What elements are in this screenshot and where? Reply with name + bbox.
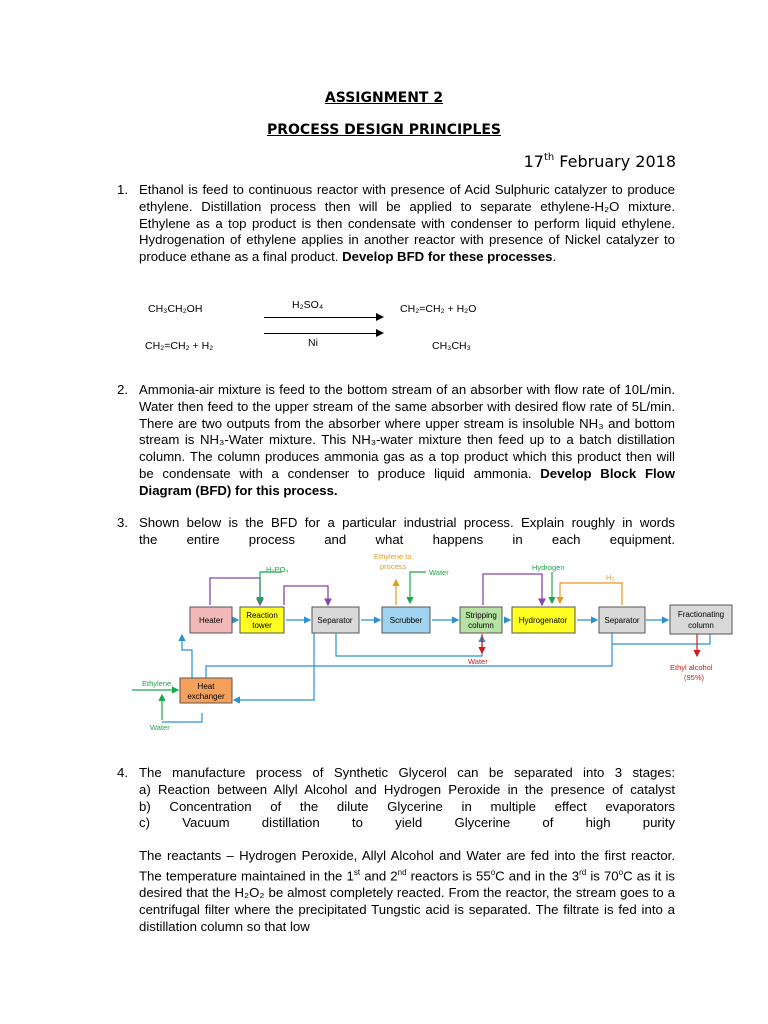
course-title: PROCESS DESIGN PRINCIPLES	[266, 122, 502, 138]
reaction-tower-label-2: tower	[252, 621, 272, 630]
question-3-line-2: the entire process and what happens in each equipment.	[139, 531, 675, 547]
question-text	[139, 515, 675, 549]
question-4-intro: The manufacture process of Synthetic Glycerol can be separated into 3 stages:	[139, 765, 675, 780]
question-number: 2.	[117, 382, 128, 397]
ethylene-in-label: Ethylene	[142, 679, 172, 688]
date-suffix: th	[543, 152, 555, 163]
hydrogenator-box	[512, 607, 575, 633]
water-top-label: Water	[429, 568, 449, 577]
reaction-recycle-line	[284, 586, 328, 605]
paragraph-gap	[139, 832, 675, 848]
reaction-1-reactant: CH₃CH₂OH	[148, 303, 203, 315]
heat-exchanger-outlet-line	[162, 713, 202, 722]
hydrogen-label: Hydrogen	[532, 563, 565, 572]
reaction-2-product: CH₃CH₃	[432, 340, 471, 352]
heat-exchanger-box	[180, 678, 232, 703]
question-1-task: Develop BFD for these processes	[342, 249, 553, 265]
separator-2-box	[599, 607, 645, 633]
water-in-label: Water	[150, 723, 170, 732]
assignment-date	[524, 152, 676, 171]
question-4-paragraph	[139, 848, 675, 935]
reaction-2-arrowhead	[376, 329, 384, 337]
ethylene-to-process-label-1: Ethylene to	[374, 552, 412, 561]
fractionating-column-label-1: Fractionating	[677, 610, 725, 619]
stage-c: c) Vacuum distillation to yield Glycerine of high purity	[139, 815, 675, 831]
reaction-1-arrowhead	[376, 313, 384, 321]
separator-2-label: Separator	[604, 616, 640, 625]
question-number: 1.	[117, 182, 128, 197]
stripping-column-box	[460, 607, 502, 633]
separator-1-box	[312, 607, 359, 633]
water-out-label: Water	[468, 657, 488, 666]
separator-1-label: Separator	[317, 616, 353, 625]
sup-degree-1: o	[490, 867, 496, 877]
question-2-text: Ammonia-air mixture is feed to the bottom stream of an absorber with flow rate of 10L/min. Water then feed to the upper stream of the same absorber with desired flow rate of 5L/min. There are two outputs from the absorber where upper stream is insoluble NH₃ and bottom stream is NH₃-Water mixture. This NH₃-water mixture then feed up to a batch distillation column. The column produces ammonia gas as a top product which this product then will be condensate with a condenser to produce liquid ammonia.	[139, 382, 675, 481]
block-flow-diagram	[132, 550, 736, 735]
scrubber-water-line	[410, 572, 426, 603]
fractionating-column-box	[670, 605, 732, 634]
stage-b: b) Concentration of the dilute Glycerine in multiple effect evaporators	[139, 798, 675, 814]
ethyl-alcohol-purity: (95%)	[684, 673, 705, 682]
reaction-tower-box	[240, 607, 284, 633]
date-day: 17	[523, 152, 544, 171]
hydrogenator-label: Hydrogenator	[518, 616, 568, 625]
question-1	[117, 182, 675, 266]
para-part-a: The reactants – Hydrogen Peroxide, Allyl Alcohol and Water are fed into the first reactor. The temperature maintained in the 1	[139, 848, 675, 884]
para-part-c: reactors is 55	[406, 868, 491, 884]
question-4	[117, 765, 675, 936]
question-1-text: Ethanol is feed to continuous reactor with presence of Acid Sulphuric catalyzer to produce ethylene. Distillation process then will be applied to separate ethylene-H₂O mixture. Ethylene as a top product is then condensate with condenser to perform liquid ethylene. Hydrogenation of ethylene applies in another reactor with presence of Nickel catalyzer to produce ethane as a final product.	[139, 182, 675, 265]
sup-st: st	[353, 867, 361, 877]
sup-degree-2: o	[618, 867, 624, 877]
stripping-column-label-1: Stripping	[465, 611, 497, 620]
scrubber-label: Scrubber	[389, 616, 423, 625]
date-rest: February 2018	[559, 152, 676, 171]
para-part-d: C and in the 3	[495, 868, 580, 884]
question-number: 4.	[117, 765, 128, 780]
heater-box	[190, 607, 232, 633]
question-text	[139, 765, 675, 936]
question-text	[139, 182, 675, 266]
question-text	[139, 382, 675, 500]
heat-exchanger-label-2: exchanger	[187, 692, 225, 701]
heat-exchanger-label-1: Heat	[197, 682, 215, 691]
question-2	[117, 382, 675, 500]
sup-nd: nd	[397, 867, 407, 877]
reaction-2-catalyst: Ni	[308, 337, 318, 349]
heater-label: Heater	[198, 616, 224, 625]
question-3-line-1: Shown below is the BFD for a particular industrial process. Explain roughly in words	[139, 515, 675, 530]
h2-label: H₂	[606, 573, 615, 582]
recycle-line	[206, 632, 710, 685]
para-part-f: C as it is desired that the H₂O₂ be almost completely reacted. From the reactor, the stream goes to a centrifugal filter where the precipitated Tungstic acid is separated. The filtrate is fed into a distillation column so that low	[139, 868, 675, 934]
heater-recycle-line	[210, 578, 260, 605]
ethyl-alcohol-label: Ethyl alcohol	[670, 663, 713, 672]
stripping-column-label-2: column	[468, 621, 494, 630]
ethylene-to-process-label-2: process	[380, 562, 407, 571]
question-2-task: Develop Block Flow Diagram (BFD) for this process.	[139, 465, 675, 498]
question-3	[117, 515, 675, 549]
reaction-tower-label-1: Reaction	[246, 611, 278, 620]
reaction-1-catalyst: H₂SO₄	[292, 299, 324, 311]
para-part-e: is 70	[586, 868, 619, 884]
h3po4-label: H₃PO₄	[266, 565, 289, 574]
question-number: 3.	[117, 515, 128, 530]
stripping-recycle-line	[483, 574, 542, 605]
h2-recycle-line	[560, 583, 622, 605]
scrubber-box	[382, 607, 430, 633]
question-1-end: .	[552, 249, 557, 265]
reaction-2-reactants: CH₂=CH₂ + H₂	[145, 340, 214, 352]
stage-a: a) Reaction between Allyl Alcohol and Hydrogen Peroxide in the presence of catalyst	[139, 781, 675, 797]
sup-rd: rd	[579, 867, 587, 877]
separator-bottom-loop	[336, 632, 482, 656]
reaction-2-arrow	[264, 333, 376, 334]
h3po4-feed-line	[260, 572, 282, 603]
assignment-title: ASSIGNMENT 2	[324, 90, 444, 106]
reaction-1-arrow	[264, 317, 376, 318]
reaction-1-products: CH₂=CH₂ + H₂O	[400, 303, 477, 315]
fractionating-column-label-2: column	[688, 621, 714, 630]
para-part-b: and 2	[360, 868, 398, 884]
